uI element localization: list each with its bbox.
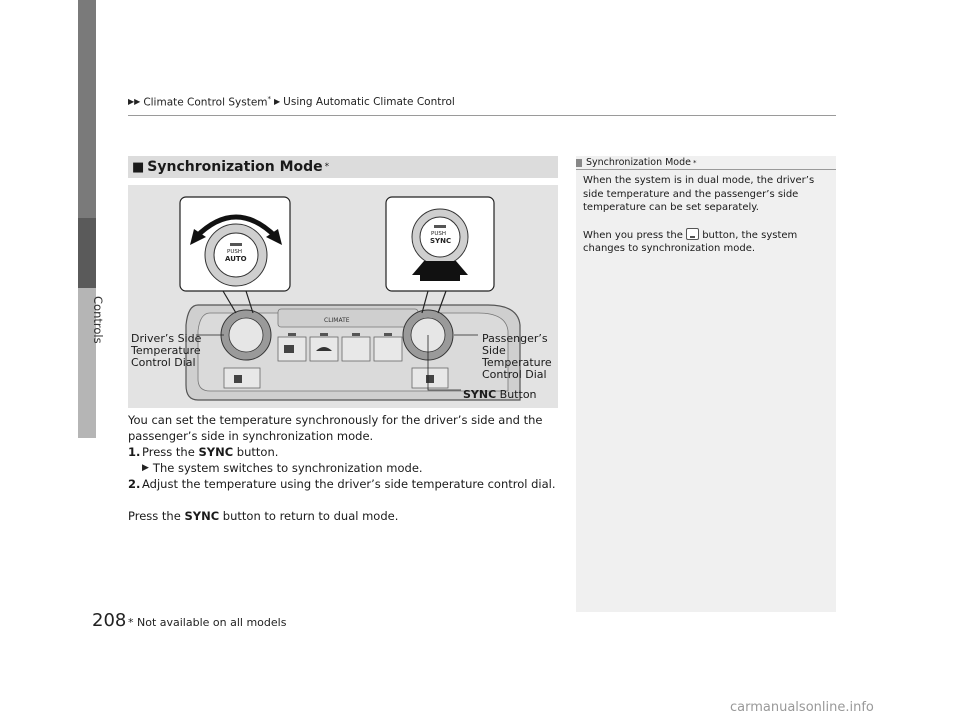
sidenote-para-1: When the system is in dual mode, the driver’s side temperature and the passenger’s side temperature can be set separately.: [583, 175, 815, 213]
header-divider: [128, 115, 836, 116]
callout-passenger-dial: Passenger’s Side Temperature Control Dial: [482, 332, 552, 381]
led-1: [288, 333, 296, 336]
chapter-tab-current: [78, 218, 96, 288]
sidenote-body: [583, 174, 833, 269]
led-4: [384, 333, 392, 336]
step-1: 1. Press the SYNC button.: [128, 445, 279, 459]
sidenote-title: Synchronization Mode *: [576, 157, 697, 168]
closing-paragraph: Press the SYNC button to return to dual mode.: [128, 509, 399, 523]
callout-sync-button: SYNC Button: [463, 388, 537, 401]
section-title: Synchronization Mode: [147, 159, 323, 175]
section-marker: ■: [132, 159, 145, 175]
breadcrumb: [128, 95, 455, 109]
led-3: [352, 333, 360, 336]
breadcrumb-arrow-icon: ▶: [134, 97, 141, 107]
section-asterisk: *: [324, 162, 330, 172]
footnote: * Not available on all models: [128, 616, 287, 629]
panel-dial-left-inner: [229, 318, 263, 352]
sidenote-divider: [576, 169, 836, 170]
breadcrumb-item-current: Using Automatic Climate Control: [283, 95, 455, 108]
body-text: [128, 412, 568, 524]
sidenote-para-2: When you press the button, the system changes to synchronization mode.: [583, 229, 798, 254]
zoom-dial-left-mode: AUTO: [225, 255, 247, 263]
zoom-dial-left-push: PUSH: [227, 249, 242, 255]
zoom-dial-left-led: [230, 243, 242, 246]
chapter-tab-upper: [78, 0, 96, 218]
press-arrow-base: [420, 275, 460, 281]
intro-paragraph: You can set the temperature synchronously for the driver’s side and the passenger’s side in synchronization mode.: [128, 413, 543, 443]
panel-climate-label: CLIMATE: [324, 317, 350, 324]
note-icon: [576, 159, 582, 167]
result-arrow-icon: ▶: [142, 463, 149, 473]
breadcrumb-arrow-icon: ▶: [274, 97, 281, 107]
zoom-dial-right-push: PUSH: [431, 231, 446, 237]
fan-icon: [284, 345, 294, 353]
page-number: 208: [92, 610, 127, 631]
watermark: carmanualsonline.info: [730, 700, 874, 715]
step-2: 2. Adjust the temperature using the driver’s side temperature control dial.: [128, 477, 556, 491]
sync-button-icon: [686, 228, 699, 240]
chapter-label: Controls: [91, 296, 105, 344]
section-heading: [128, 156, 558, 178]
zoom-dial-right-led: [434, 225, 446, 228]
btn-front-defrost: [342, 337, 370, 361]
zoom-dial-right-mode: SYNC: [430, 237, 452, 245]
btn-rear-defrost: [374, 337, 402, 361]
led-2: [320, 333, 328, 336]
breadcrumb-item-climate[interactable]: Climate Control System*: [143, 95, 272, 109]
seat-heater-right-icon: [426, 375, 434, 383]
seat-heater-left-icon: [234, 375, 242, 383]
step-1-result: ▶ The system switches to synchronization mode.: [142, 461, 423, 475]
callout-driver-dial: Driver’s Side Temperature Control Dial: [131, 332, 202, 369]
breadcrumb-arrow-icon: ▶: [128, 97, 135, 107]
